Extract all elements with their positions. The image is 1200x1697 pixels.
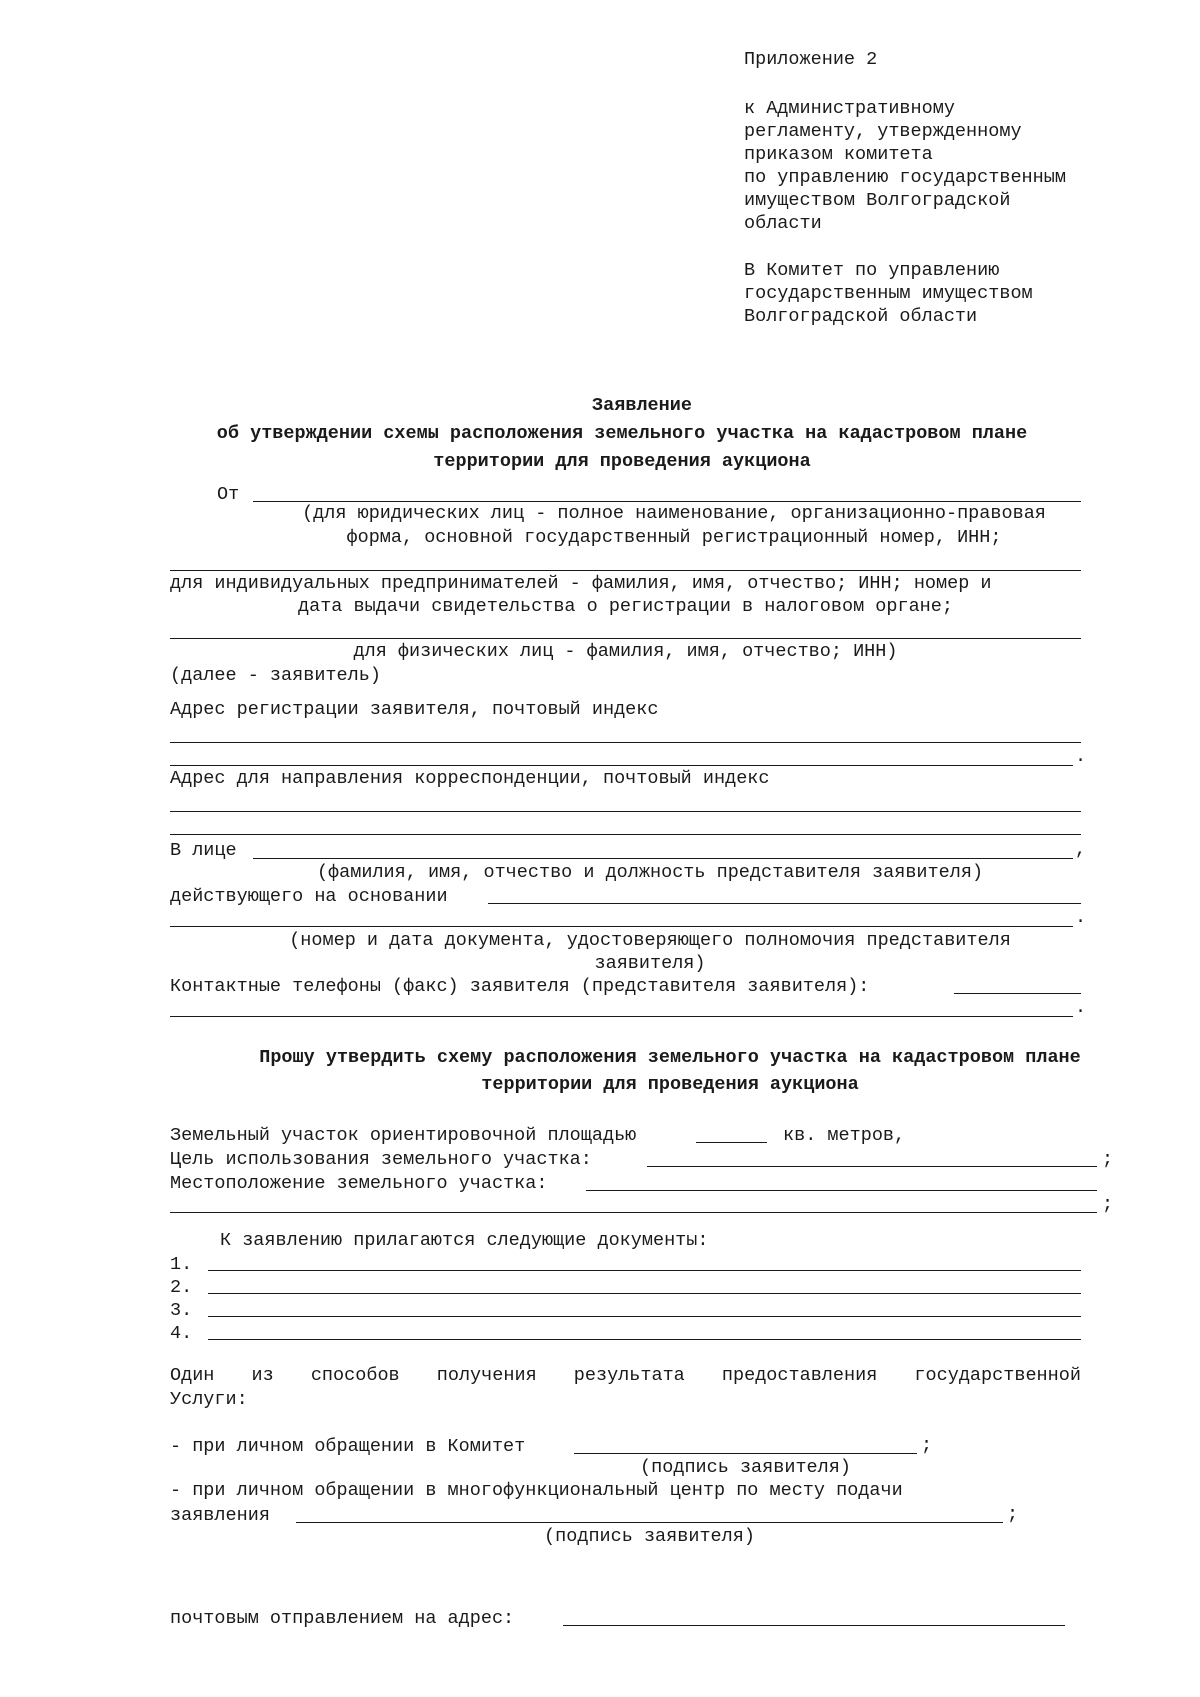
document-subtitle: об утверждении схемы расположения земельного участка на кадастровом плане: [216, 423, 1028, 444]
signature-note: (подпись заявителя): [544, 1526, 755, 1547]
legal-entity-note: (для юридических лиц - полное наименование, организационно-правовая: [302, 503, 1046, 524]
request-heading: территории для проведения аукциона: [481, 1074, 859, 1095]
period-mark: .: [1075, 907, 1087, 928]
attachment-number: 1.: [170, 1254, 193, 1275]
registration-address-label: Адрес регистрации заявителя, почтовый индекс: [170, 699, 659, 720]
semicolon-mark: ;: [1102, 1194, 1114, 1215]
option-mfc: заявления: [170, 1505, 270, 1526]
attachments-heading: К заявлению прилагаются следующие документы:: [220, 1230, 709, 1251]
plot-location-label: Местоположение земельного участка:: [170, 1173, 548, 1194]
plot-purpose-label: Цель использования земельного участка:: [170, 1149, 592, 1170]
mailing-address-field[interactable]: [170, 811, 1081, 812]
individual-note: для физических лиц - фамилия, имя, отчество; ИНН): [353, 641, 898, 662]
result-method-intro: Услуги:: [170, 1389, 248, 1410]
from-label: От: [217, 484, 240, 505]
option-committee: - при личном обращении в Комитет: [170, 1436, 526, 1457]
applicant-name-field[interactable]: [253, 501, 1081, 502]
attachment-field[interactable]: [208, 1270, 1081, 1271]
option-mail: почтовым отправлением на адрес:: [170, 1608, 515, 1629]
intro-word: государственной: [914, 1365, 1081, 1386]
contact-phones-field[interactable]: [954, 993, 1081, 994]
attachment-field[interactable]: [208, 1316, 1081, 1317]
contact-phones-label: Контактные телефоны (факс) заявителя (представителя заявителя):: [170, 976, 870, 997]
reference-line: приказом комитета: [744, 144, 933, 165]
legal-entity-note: форма, основной государственный регистрационный номер, ИНН;: [346, 527, 1002, 548]
plot-area-field[interactable]: [696, 1142, 767, 1143]
plot-purpose-field[interactable]: [647, 1166, 1097, 1167]
intro-word: получения: [436, 1365, 537, 1386]
registration-address-field[interactable]: [170, 765, 1073, 766]
attachment-number: 2.: [170, 1277, 193, 1298]
reference-line: к Административному: [744, 98, 955, 119]
acting-basis-label: действующего на основании: [170, 886, 448, 907]
entrepreneur-note: дата выдачи свидетельства о регистрации в налоговом органе;: [297, 596, 953, 617]
semicolon-mark: ;: [1007, 1504, 1019, 1525]
registration-address-field[interactable]: [170, 742, 1081, 743]
appendix-number: Приложение 2: [744, 49, 878, 70]
attachment-number: 3.: [170, 1300, 193, 1321]
intro-word: способов: [310, 1365, 400, 1386]
document-title: Заявление: [592, 395, 692, 416]
option-mfc: - при личном обращении в многофункциональный центр по месту подачи: [170, 1480, 903, 1501]
entrepreneur-note: для индивидуальных предпринимателей - фамилия, имя, отчество; ИНН; номер и: [170, 573, 992, 594]
result-method-intro: [170, 1365, 1081, 1387]
plot-location-field[interactable]: [170, 1212, 1097, 1213]
plot-area-unit: кв. метров,: [783, 1125, 906, 1146]
semicolon-mark: ;: [1102, 1149, 1114, 1170]
applicant-name-field[interactable]: [170, 638, 1081, 639]
representative-label: В лице: [170, 840, 237, 861]
plot-area-label: Земельный участок ориентировочной площадью: [170, 1125, 637, 1146]
reference-line: регламенту, утвержденному: [744, 121, 1022, 142]
document-subtitle: территории для проведения аукциона: [433, 451, 811, 472]
hereinafter-note: (далее - заявитель): [170, 665, 381, 686]
intro-word: Один: [170, 1365, 215, 1386]
postal-address-field[interactable]: [563, 1625, 1065, 1626]
attachment-number: 4.: [170, 1323, 193, 1344]
reference-line: по управлению государственным: [744, 167, 1066, 188]
authority-document-note: (номер и дата документа, удостоверяющего полномочия представителя: [289, 930, 1011, 951]
intro-word: предоставления: [721, 1365, 878, 1386]
recipient-line: Волгоградской области: [744, 306, 978, 327]
representative-field[interactable]: [253, 858, 1073, 859]
reference-line: области: [744, 213, 822, 234]
comma-mark: ,: [1075, 839, 1087, 860]
period-mark: .: [1075, 746, 1087, 767]
plot-location-field[interactable]: [586, 1190, 1097, 1191]
attachment-field[interactable]: [208, 1293, 1081, 1294]
contact-phones-field[interactable]: [170, 1016, 1073, 1017]
representative-note: (фамилия, имя, отчество и должность представителя заявителя): [316, 862, 984, 883]
recipient-line: В Комитет по управлению: [744, 260, 1000, 281]
acting-basis-field[interactable]: [488, 903, 1081, 904]
mailing-address-field[interactable]: [170, 834, 1081, 835]
signature-field[interactable]: [296, 1522, 1003, 1523]
signature-note: (подпись заявителя): [640, 1457, 851, 1478]
semicolon-mark: ;: [921, 1435, 933, 1456]
period-mark: .: [1075, 997, 1087, 1018]
request-heading: Прошу утвердить схему расположения земельного участка на кадастровом плане: [259, 1047, 1081, 1068]
attachment-field[interactable]: [208, 1339, 1081, 1340]
recipient-line: государственным имуществом: [744, 283, 1033, 304]
intro-word: из: [251, 1365, 274, 1386]
reference-line: имуществом Волгоградской: [744, 190, 1011, 211]
signature-field[interactable]: [574, 1453, 917, 1454]
authority-document-note: заявителя): [594, 953, 706, 974]
applicant-name-field[interactable]: [170, 570, 1081, 571]
acting-basis-field[interactable]: [170, 926, 1073, 927]
intro-word: результата: [573, 1365, 685, 1386]
mailing-address-label: Адрес для направления корреспонденции, почтовый индекс: [170, 768, 770, 789]
